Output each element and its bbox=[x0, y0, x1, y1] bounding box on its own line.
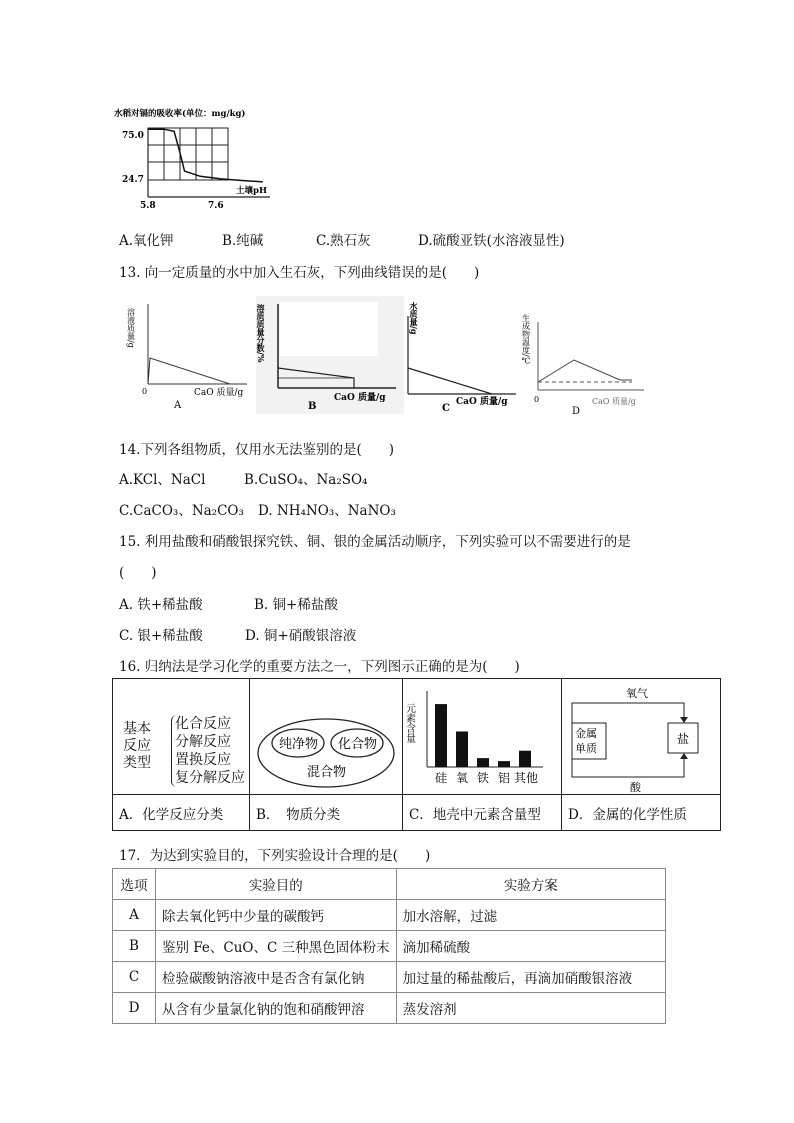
q12-xlabel: 土壤pH bbox=[236, 186, 267, 196]
q12-chart bbox=[112, 100, 292, 212]
q17-row-b-option: B bbox=[113, 931, 156, 962]
q16-d-left-1: 单质 bbox=[575, 742, 597, 755]
q12-option-a: A.氧化钾 bbox=[119, 233, 174, 249]
q15-option-c: C. 银+稀盐酸 bbox=[119, 628, 203, 644]
q12-xtick-1: 7.6 bbox=[208, 201, 224, 211]
q17-row-b-plan: 滴加稀硫酸 bbox=[396, 931, 665, 962]
q14-option-c: C.CaCO₃、Na₂CO₃ bbox=[119, 503, 244, 519]
q16-c-label-3: 铝 bbox=[498, 771, 511, 785]
q13-a-ylabel: 溶液质量/g bbox=[126, 308, 136, 348]
q16-d-diagram bbox=[562, 679, 720, 794]
q17-header-plan: 实验方案 bbox=[396, 869, 665, 900]
table-row bbox=[113, 900, 666, 931]
q16-b-outer: 混合物 bbox=[307, 765, 347, 780]
q16-c-bar-4 bbox=[519, 751, 531, 767]
table-row bbox=[113, 931, 666, 962]
q16-b-left: 纯净物 bbox=[279, 737, 319, 752]
q12-xtick-0: 5.8 bbox=[140, 201, 156, 211]
q17-row-d-option: D bbox=[113, 993, 156, 1024]
q13-c-xlabel: CaO 质量/g bbox=[456, 397, 508, 407]
table-row bbox=[113, 962, 666, 993]
q16-d-bottom: 酸 bbox=[630, 781, 641, 794]
q17-header-row bbox=[113, 869, 666, 900]
q17-row-c-goal: 检验碳酸钠溶液中是否含有氯化钠 bbox=[156, 962, 397, 993]
q13-stem: 13. 向一定质量的水中加入生石灰，下列曲线错误的是( ) bbox=[119, 265, 480, 281]
q17-header-option: 选项 bbox=[113, 869, 156, 900]
q17-header-goal: 实验目的 bbox=[156, 869, 397, 900]
q13-d-label: D bbox=[572, 406, 581, 417]
q16-c-label-2: 铁 bbox=[477, 771, 490, 785]
q13-b-ylabel: 溶质质量分数/% bbox=[256, 304, 266, 363]
q13-d-origin: 0 bbox=[534, 395, 540, 404]
q16-stem: 16. 归纳法是学习化学的重要方法之一，下列图示正确的是为( ) bbox=[119, 659, 520, 675]
q17-row-b-goal: 鉴别 Fe、CuO、C 三种黑色固体粉末 bbox=[156, 931, 397, 962]
q16-c-bar-2 bbox=[477, 758, 489, 767]
table-row bbox=[113, 993, 666, 1024]
q16-c-bar-3 bbox=[498, 761, 510, 767]
q13-b-label: B bbox=[308, 401, 317, 412]
q17-table bbox=[112, 868, 666, 1024]
q16-a-left: 基本 反应 类型 bbox=[123, 721, 151, 771]
q13-a-xlabel: CaO 质量/g bbox=[194, 388, 244, 398]
q16-b-diagram bbox=[250, 679, 402, 794]
q16-cell-d bbox=[562, 679, 721, 795]
q13-graph-a bbox=[122, 296, 252, 414]
q17-row-d-goal: 从含有少量氯化钠的饱和硝酸钾溶 bbox=[156, 993, 397, 1024]
q12-ytick-0: 75.0 bbox=[122, 131, 144, 141]
q16-table bbox=[112, 678, 721, 831]
q13-d-ylabel: 生成物温度/℃ bbox=[521, 314, 531, 366]
q16-c-label-4: 其他 bbox=[514, 771, 539, 785]
q16-d-top: 氧气 bbox=[626, 687, 648, 700]
q13-a-origin: 0 bbox=[142, 387, 148, 396]
q13-c-ylabel: 水质量/g bbox=[409, 302, 419, 335]
q16-cell-c bbox=[403, 679, 562, 795]
q15-option-d: D. 铜+硝酸银溶液 bbox=[245, 628, 357, 644]
q17-row-a-goal: 除去氧化钙中少量的碳酸钙 bbox=[156, 900, 397, 931]
q17-stem: 17．为达到实验目的，下列实验设计合理的是( ) bbox=[119, 848, 431, 864]
q15-stem: 15. 利用盐酸和硝酸银探究铁、铜、银的金属活动顺序，下列实验可以不需要进行的是 bbox=[119, 534, 631, 550]
q14-option-b: B.CuSO₄、Na₂SO₄ bbox=[244, 472, 368, 488]
q17-row-a-option: A bbox=[113, 900, 156, 931]
q13-graph-d bbox=[520, 296, 654, 420]
q13-d-xlabel: CaO 质量/g bbox=[592, 397, 636, 406]
q16-a-right: 化合反应 分解反应 置换反应 复分解反应 bbox=[175, 716, 245, 786]
q16-caption-d: D．金属的化学性质 bbox=[562, 795, 721, 831]
q13-a-label: A bbox=[174, 400, 182, 411]
q14-option-d: D. NH₄NO₃、NaNO₃ bbox=[258, 503, 396, 519]
q16-d-left-0: 金属 bbox=[575, 727, 597, 740]
q17-row-c-plan: 加过量的稀盐酸后，再滴加硝酸银溶液 bbox=[396, 962, 665, 993]
q16-d-right: 盐 bbox=[677, 732, 690, 746]
q16-c-bar-0 bbox=[435, 704, 447, 767]
q13-b-xlabel: CaO 质量/g bbox=[334, 393, 386, 403]
q17-row-d-plan: 蒸发溶剂 bbox=[396, 993, 665, 1024]
q16-c-bar-1 bbox=[456, 731, 468, 767]
q12-option-b: B.纯碱 bbox=[222, 233, 264, 249]
q15-option-b: B. 铜+稀盐酸 bbox=[254, 597, 338, 613]
q14-stem: 14.下列各组物质，仅用水无法鉴别的是( ) bbox=[119, 442, 395, 458]
q16-c-chart bbox=[403, 679, 561, 794]
q17-row-c-option: C bbox=[113, 962, 156, 993]
q12-ytick-1: 24.7 bbox=[122, 175, 144, 185]
q12-curve bbox=[148, 129, 263, 182]
q16-caption-a: A．化学反应分类 bbox=[113, 795, 250, 831]
q12-chart-title: 水稻对镉的吸收率(单位：mg/kg) bbox=[114, 109, 246, 119]
q16-caption-c: C．地壳中元素含量型 bbox=[403, 795, 562, 831]
q12-option-d: D.硫酸亚铁(水溶液显性) bbox=[418, 233, 565, 249]
q16-c-label-1: 氧 bbox=[456, 771, 469, 785]
q16-cell-a bbox=[113, 679, 250, 795]
q16-caption-b: B． 物质分类 bbox=[250, 795, 403, 831]
q13-c-label: C bbox=[442, 403, 450, 414]
q16-c-ylabel: 元素含量 bbox=[403, 703, 415, 743]
q14-option-a: A.KCl、NaCl bbox=[119, 472, 206, 488]
q13-graph-b bbox=[256, 296, 404, 414]
q15-option-a: A. 铁+稀盐酸 bbox=[119, 597, 203, 613]
q16-cell-b bbox=[250, 679, 403, 795]
q17-row-a-plan: 加水溶解，过滤 bbox=[396, 900, 665, 931]
q12-option-c: C.熟石灰 bbox=[316, 233, 371, 249]
q16-b-right: 化合物 bbox=[338, 737, 378, 752]
q13-graph-c bbox=[400, 296, 520, 414]
q15-paren: ( ) bbox=[119, 565, 157, 581]
q16-c-label-0: 硅 bbox=[435, 771, 448, 785]
